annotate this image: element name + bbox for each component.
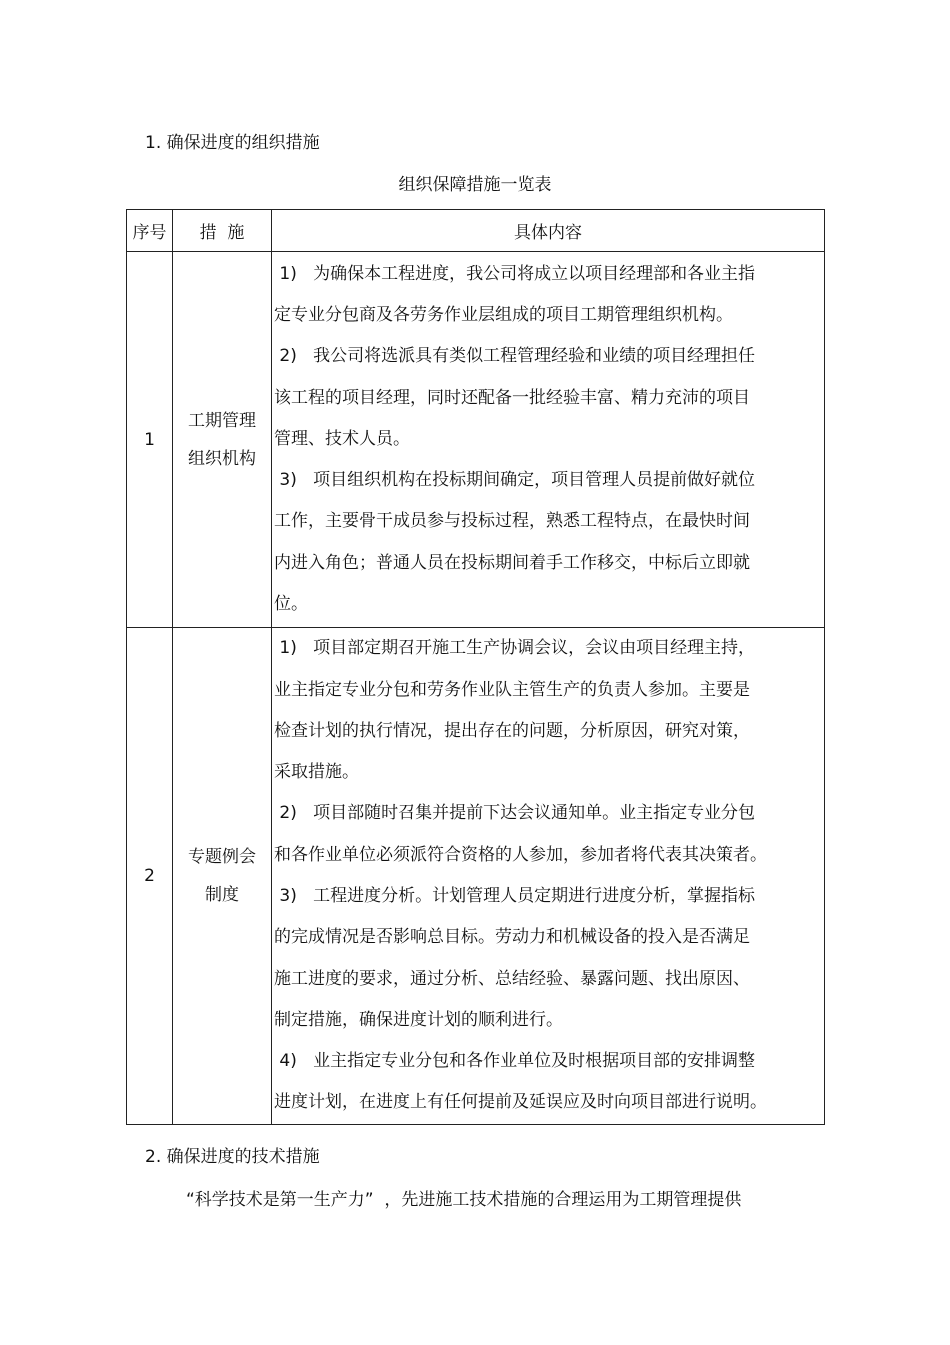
row-content [272, 252, 825, 628]
content-line: 业主指定专业分包和劳务作业队主管生产的负责人参加。主要是 [274, 679, 750, 700]
table-caption: 组织保障措施一览表 [398, 175, 552, 195]
content-line: 内进入角色；普通人员在投标期间着手工作移交，中标后立即就 [274, 552, 750, 573]
content-line: 3) 工程进度分析。计划管理人员定期进行进度分析，掌握指标 [274, 886, 756, 906]
row-number: 2 [127, 628, 173, 1125]
section-1-title: 1. 确保进度的组织措施 [145, 133, 320, 153]
content-line: 和各作业单位必须派符合资格的人参加，参加者将代表其决策者。 [274, 844, 767, 865]
row-number: 1 [127, 252, 173, 628]
row-measure [173, 628, 272, 1125]
measure-line: 组织机构 [188, 448, 256, 469]
content-line: 管理、技术人员。 [274, 428, 410, 449]
measure-line: 专题例会 [188, 847, 256, 867]
header-index: 序号 [127, 210, 173, 252]
content-line: 的完成情况是否影响总目标。劳动力和机械设备的投入是否满足 [274, 927, 750, 948]
row-content [272, 628, 825, 1125]
content-line: 检查计划的执行情况，提出存在的问题，分析原因，研究对策， [274, 720, 750, 741]
content-line: 1) 为确保本工程进度，我公司将成立以项目经理部和各业主指 [274, 263, 756, 284]
content-line: 2) 我公司将选派具有类似工程管理经验和业绩的项目经理担任 [274, 346, 756, 367]
content-line: 3) 项目组织机构在投标期间确定，项目管理人员提前做好就位 [274, 470, 756, 491]
content-line: 4) 业主指定专业分包和各作业单位及时根据项目部的安排调整 [274, 1051, 756, 1072]
content-line: 定专业分包商及各劳务作业层组成的项目工期管理组织机构。 [274, 304, 733, 325]
content-line: 该工程的项目经理，同时还配备一批经验丰富、精力充沛的项目 [274, 387, 750, 408]
table-row [127, 628, 825, 1125]
section-2-paragraph: “科学技术是第一生产力” ，先进施工技术措施的合理运用为工期管理提供 [186, 1190, 742, 1210]
content-line: 施工进度的要求，通过分析、总结经验、暴露问题、找出原因、 [274, 968, 750, 989]
content-line: 制定措施，确保进度计划的顺利进行。 [274, 1009, 563, 1030]
content-line: 1) 项目部定期召开施工生产协调会议，会议由项目经理主持， [274, 638, 756, 659]
row-measure [173, 252, 272, 628]
section-2-title: 2. 确保进度的技术措施 [145, 1147, 320, 1167]
content-line: 2) 项目部随时召集并提前下达会议通知单。业主指定专业分包 [274, 803, 756, 824]
header-content: 具体内容 [272, 210, 825, 252]
header-measure: 措 施 [173, 210, 272, 252]
measure-line: 工期管理 [188, 410, 256, 431]
table-header-row [127, 210, 825, 252]
table-row [127, 252, 825, 628]
content-line: 工作，主要骨干成员参与投标过程，熟悉工程特点，在最快时间 [274, 511, 750, 532]
content-line: 位。 [274, 594, 308, 615]
content-line: 进度计划，在进度上有任何提前及延误应及时向项目部进行说明。 [274, 1092, 767, 1113]
measures-table [126, 209, 825, 1125]
content-line: 采取措施。 [274, 762, 359, 783]
measure-line: 制度 [205, 885, 239, 905]
